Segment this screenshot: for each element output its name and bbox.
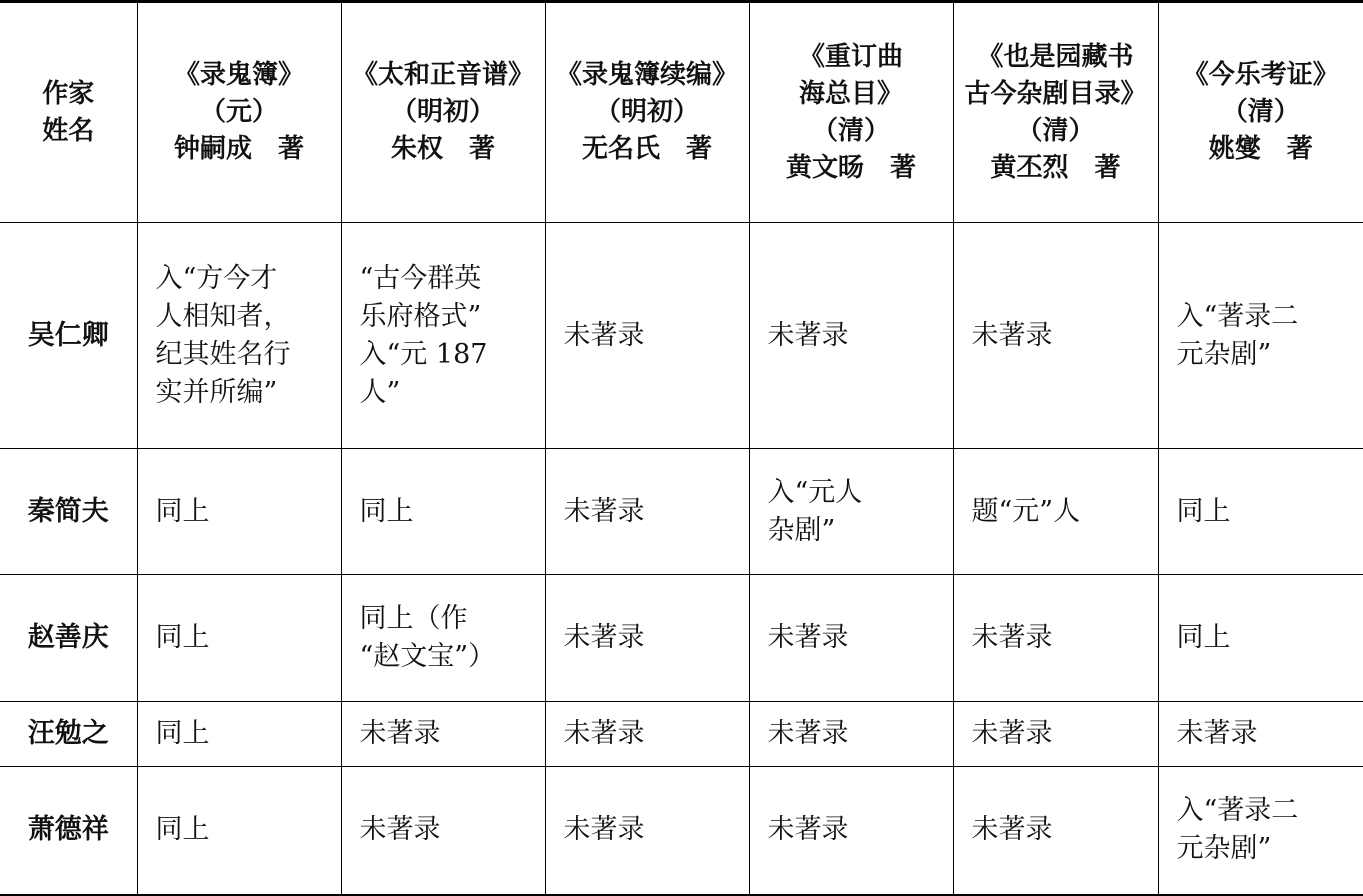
cell-line: 入“元人 (767, 476, 863, 508)
cell-line: 乐府格式” (359, 300, 482, 332)
author-name-cell: 萧德祥 (0, 767, 137, 895)
header-line: 《重订曲 (798, 41, 903, 72)
cell-line: 同上（作 (359, 603, 468, 634)
table-cell: 题“元”人 (953, 449, 1158, 575)
table-cell: 未著录 (545, 223, 749, 449)
header-line: 作家 (42, 78, 95, 109)
table-cell (341, 575, 545, 702)
table-cell (341, 223, 545, 449)
header-line: 《录鬼簿续编》 (555, 60, 738, 90)
header-line: 《太和正音谱》 (351, 60, 534, 90)
table-cell (1158, 223, 1363, 449)
header-line: 《录鬼簿》 (173, 60, 304, 90)
header-line: 黄文旸 著 (785, 152, 916, 183)
table-row (0, 767, 1363, 895)
table-cell: 未著录 (953, 767, 1158, 895)
header-lu-gui-bu (137, 2, 341, 223)
cell-line: “古今群英 (359, 262, 482, 294)
cell-line: 入“著录二 (1176, 300, 1299, 332)
table-cell: 未著录 (953, 702, 1158, 767)
cell-line: 纪其姓名行 (155, 338, 291, 370)
author-name-cell: 吴仁卿 (0, 223, 137, 449)
header-line: 海总目》 (798, 78, 903, 109)
table-cell: 未著录 (749, 702, 953, 767)
table-cell: 未著录 (545, 575, 749, 702)
header-line: 古今杂剧目录》 (964, 78, 1147, 109)
header-lu-gui-bu-xu-bian (545, 2, 749, 223)
cell-line: 元杂剧” (1176, 833, 1272, 865)
header-ye-shi-yuan-catalog (953, 2, 1158, 223)
cell-line: 人相知者， (155, 300, 291, 332)
cell-line: 入“元 187 (359, 338, 488, 370)
header-line: 钟嗣成 著 (173, 134, 304, 164)
table-cell: 未著录 (953, 223, 1158, 449)
table-cell: 未著录 (749, 575, 953, 702)
header-line: （明初） (594, 97, 699, 127)
table-cell: 同上 (1158, 575, 1363, 702)
cell-line: 元杂剧” (1176, 338, 1272, 370)
header-jin-yue-kao-zheng (1158, 2, 1363, 223)
header-author-name (0, 2, 137, 223)
table-row (0, 702, 1363, 767)
table-cell (137, 223, 341, 449)
table-cell (1158, 767, 1363, 895)
header-line: （清） (811, 115, 890, 146)
table-cell: 同上 (1158, 449, 1363, 575)
header-line: （明初） (390, 97, 495, 127)
table-row (0, 449, 1363, 575)
header-line: （元） (199, 97, 278, 127)
table-cell: 同上 (137, 575, 341, 702)
cell-line: 杂剧” (767, 514, 836, 546)
header-line: （清） (1016, 115, 1095, 146)
table-cell: 未著录 (749, 767, 953, 895)
header-line: 无名氏 著 (581, 134, 712, 164)
header-line: 黄丕烈 著 (990, 152, 1121, 183)
header-line: 姚燮 著 (1208, 134, 1313, 164)
table-cell: 未著录 (545, 767, 749, 895)
table-cell: 同上 (137, 702, 341, 767)
header-tai-he-zheng-yin-pu (341, 2, 545, 223)
cell-line: 入“著录二 (1176, 795, 1299, 827)
table-cell: 未著录 (545, 449, 749, 575)
table-row (0, 223, 1363, 449)
table-cell: 未著录 (341, 702, 545, 767)
table-cell: 未著录 (953, 575, 1158, 702)
cell-line: 实并所编” (155, 376, 278, 408)
author-name-cell: 秦简夫 (0, 449, 137, 575)
header-line: 姓名 (42, 115, 95, 146)
header-line: 《也是园藏书 (977, 41, 1134, 72)
table-cell: 未著录 (1158, 702, 1363, 767)
header-row (0, 2, 1363, 223)
cell-line: 人” (359, 376, 401, 408)
cell-line: “赵文宝”） (359, 641, 496, 672)
header-line: 朱权 著 (390, 134, 495, 164)
author-name-cell: 赵善庆 (0, 575, 137, 702)
table-cell: 同上 (137, 449, 341, 575)
cell-line: 入“方今才 (155, 262, 278, 294)
header-chong-ding-qu-hai-zong-mu (749, 2, 953, 223)
table-cell: 未著录 (545, 702, 749, 767)
table-cell: 同上 (137, 767, 341, 895)
table-cell: 未著录 (749, 223, 953, 449)
table-row (0, 575, 1363, 702)
table-cell (749, 449, 953, 575)
table-cell: 同上 (341, 449, 545, 575)
header-line: （清） (1221, 97, 1300, 127)
header-line: 《今乐考证》 (1182, 60, 1339, 90)
table-cell: 未著录 (341, 767, 545, 895)
author-name-cell: 汪勉之 (0, 702, 137, 767)
